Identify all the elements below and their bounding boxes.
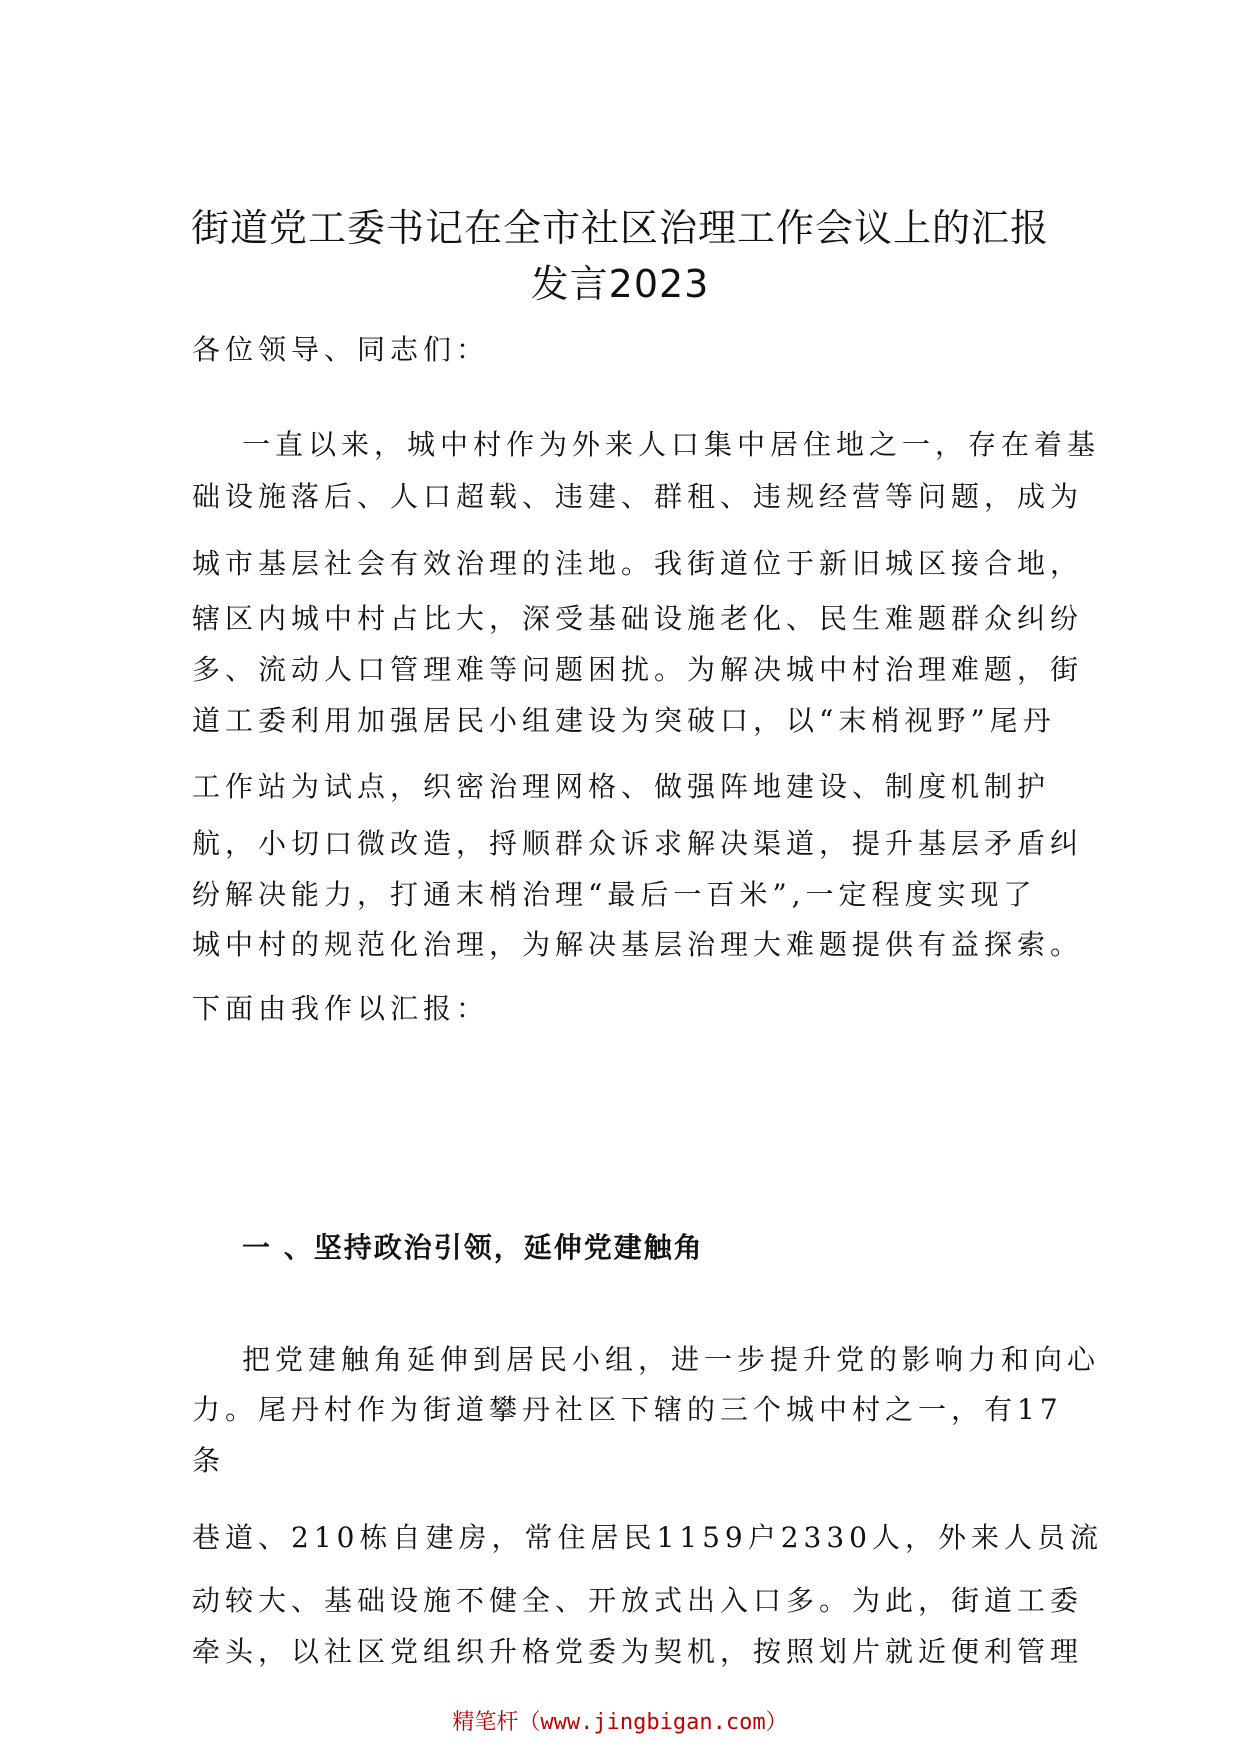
paragraph-3-line: 力。尾丹村作为街道攀丹社区下辖的三个城中村之一，有17 [192, 1393, 1063, 1426]
paragraph-1-line: 工作站为试点，织密治理网格、做强阵地建设、制度机制护 [192, 770, 1051, 803]
paragraph-3-line: 把党建触角延伸到居民小组，进一步提升党的影响力和向心 [242, 1343, 1101, 1376]
paragraph-1-line: 道工委利用加强居民小组建设为突破口，以“末梢视野”尾丹 [192, 704, 1056, 737]
paragraph-1-line: 础设施落后、人口超载、违建、群租、违规经营等问题，成为 [192, 480, 1084, 513]
paragraph-1-line: 多、流动人口管理难等问题困扰。为解决城中村治理难题，街 [192, 653, 1084, 686]
paragraph-1-line: 辖区内城中村占比大，深受基础设施老化、民生难题群众纠纷 [192, 602, 1084, 635]
paragraph-3-line: 动较大、基础设施不健全、开放式出入口多。为此，街道工委 [192, 1584, 1084, 1617]
paragraph-3-line: 巷道、210栋自建房，常住居民1159户2330人，外来人员流 [192, 1521, 1103, 1554]
paragraph-1-line: 一直以来，城中村作为外来人口集中居住地之一，存在着基 [242, 428, 1101, 461]
paragraph-1-line: 纷解决能力，打通末梢治理“最后一百米”,一定程度实现了 [192, 878, 1037, 911]
paragraph-3-line: 牵头，以社区党组织升格党委为契机，按照划片就近便利管理 [192, 1635, 1084, 1668]
salutation: 各位领导、同志们： [192, 333, 490, 366]
paragraph-1-line: 城市基层社会有效治理的洼地。我街道位于新旧城区接合地， [192, 547, 1084, 580]
document-title [150, 200, 1090, 312]
title-line-2: 发言2023 [530, 262, 710, 306]
footer-watermark: 精笔杆（www.jingbigan.com） [452, 1710, 788, 1735]
paragraph-1-line: 城中村的规范化治理，为解决基层治理大难题提供有益探索。 [192, 928, 1084, 961]
paragraph-2: 下面由我作以汇报： [192, 992, 490, 1025]
paragraph-3-line: 条 [192, 1444, 226, 1477]
title-line-1: 街道党工委书记在全市社区治理工作会议上的汇报 [190, 206, 1049, 250]
paragraph-1-line: 航，小切口微改造，捋顺群众诉求解决渠道，提升基层矛盾纠 [192, 827, 1084, 860]
section-heading-1: 一 、坚持政治引领，延伸党建触角 [242, 1231, 704, 1264]
